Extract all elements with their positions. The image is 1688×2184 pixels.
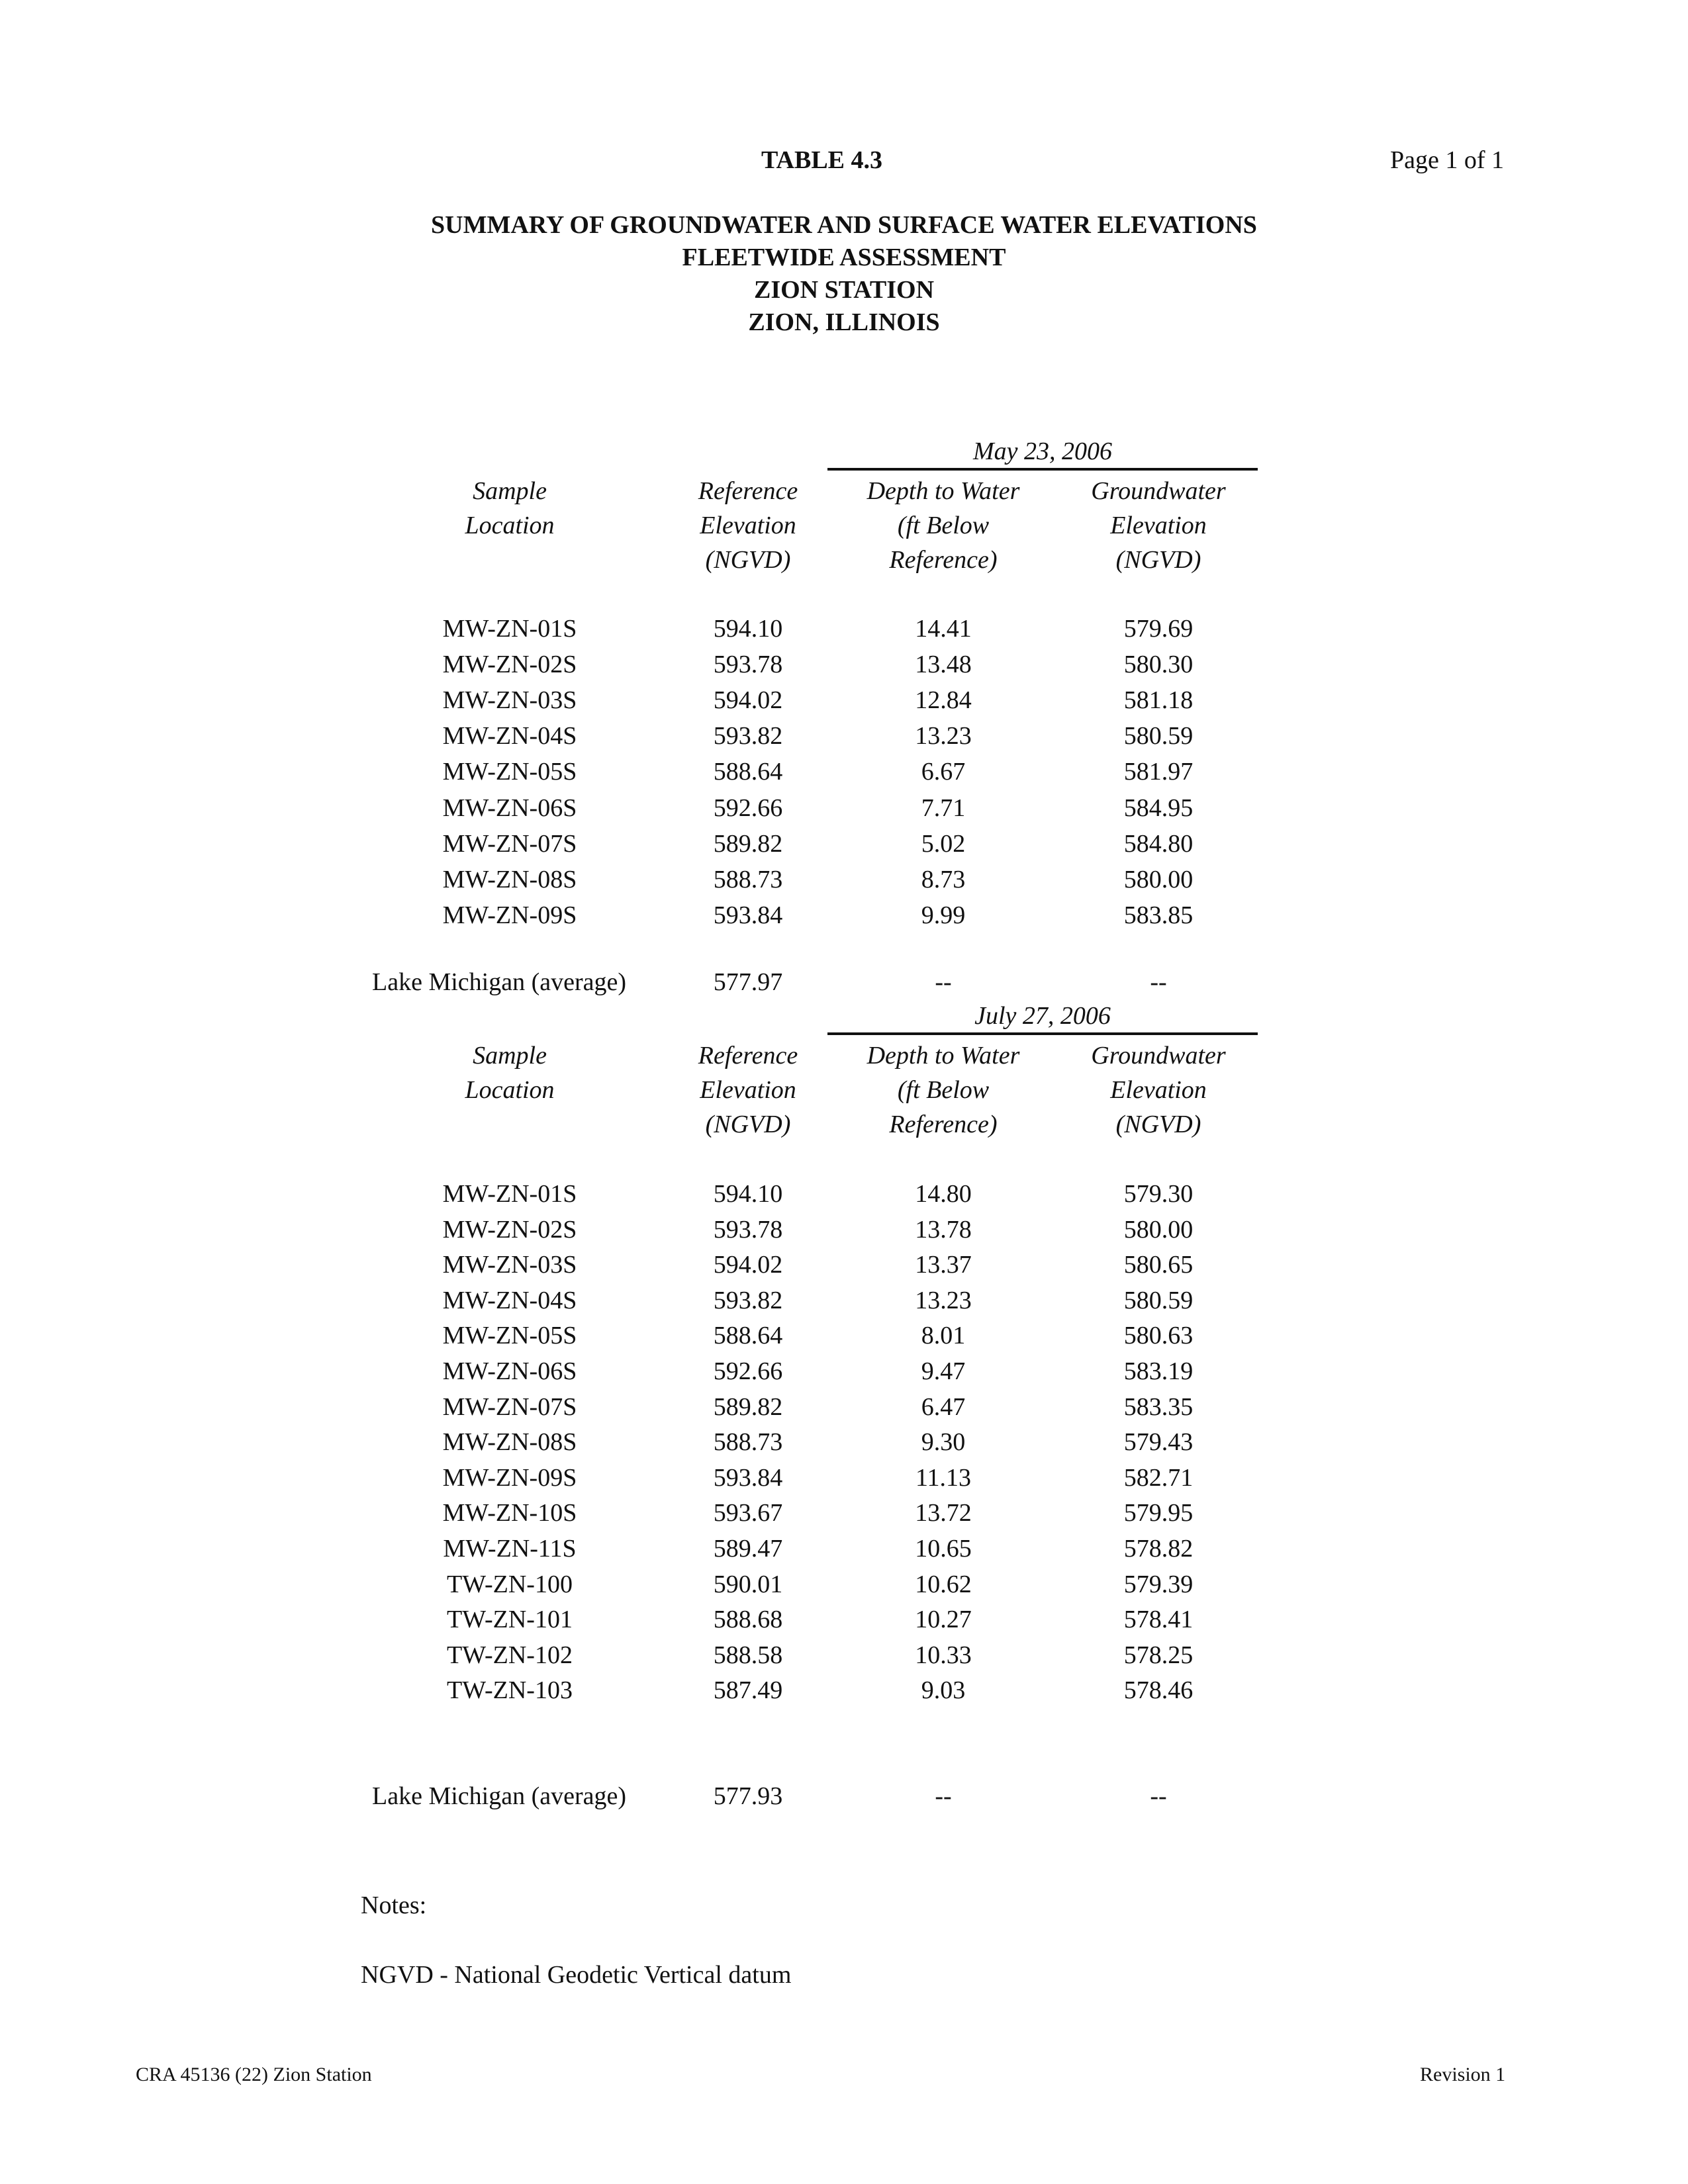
sample-location-cell: MW-ZN-06S xyxy=(442,1357,577,1385)
depth-to-water-cell: 9.03 xyxy=(921,1676,966,1704)
column-header-groundwater-elevation: Elevation xyxy=(1110,1076,1207,1104)
column-header-groundwater-elevation: Groundwater xyxy=(1091,1042,1226,1069)
sample-location-cell: TW-ZN-103 xyxy=(447,1676,573,1704)
depth-to-water-cell: -- xyxy=(935,968,952,996)
sample-location-cell: MW-ZN-08S xyxy=(442,1428,577,1456)
column-header-reference-elevation: Reference xyxy=(698,477,798,505)
column-header-groundwater-elevation: (NGVD) xyxy=(1115,546,1201,574)
reference-elevation-cell: 592.66 xyxy=(713,794,783,822)
groundwater-elevation-cell: -- xyxy=(1150,968,1167,996)
reference-elevation-cell: 593.82 xyxy=(713,1287,783,1314)
sample-location-cell: MW-ZN-03S xyxy=(442,1251,577,1279)
groundwater-elevation-cell: 583.35 xyxy=(1123,1393,1194,1421)
depth-to-water-cell: 12.84 xyxy=(915,686,972,714)
reference-elevation-cell: 589.82 xyxy=(713,1393,783,1421)
table-label: TABLE 4.3 xyxy=(761,146,883,174)
depth-to-water-cell: 13.78 xyxy=(915,1216,972,1244)
sample-location-cell: MW-ZN-08S xyxy=(442,866,577,893)
sample-location-cell: MW-ZN-02S xyxy=(442,1216,577,1244)
date-underline xyxy=(827,1032,1258,1035)
reference-elevation-cell: 588.64 xyxy=(713,1322,783,1349)
reference-elevation-cell: 594.02 xyxy=(713,686,783,714)
lake-michigan-label: Lake Michigan (average) xyxy=(372,968,627,996)
groundwater-elevation-cell: 579.69 xyxy=(1123,615,1194,643)
reference-elevation-cell: 587.49 xyxy=(713,1676,783,1704)
column-header-depth-to-water: Depth to Water xyxy=(867,477,1020,505)
column-header-reference-elevation: Elevation xyxy=(700,1076,796,1104)
event-date-header: July 27, 2006 xyxy=(974,1002,1111,1030)
reference-elevation-cell: 577.93 xyxy=(713,1782,783,1810)
depth-to-water-cell: 6.47 xyxy=(921,1393,966,1421)
depth-to-water-cell: 13.48 xyxy=(915,651,972,678)
depth-to-water-cell: 10.65 xyxy=(915,1535,972,1563)
groundwater-elevation-cell: 580.00 xyxy=(1123,866,1194,893)
groundwater-elevation-cell: 579.39 xyxy=(1123,1570,1194,1598)
column-header-sample-location: Sample xyxy=(473,477,547,505)
reference-elevation-cell: 593.67 xyxy=(713,1499,783,1527)
depth-to-water-cell: 10.62 xyxy=(915,1570,972,1598)
groundwater-elevation-cell: 583.19 xyxy=(1123,1357,1194,1385)
sample-location-cell: MW-ZN-01S xyxy=(442,615,577,643)
document-subtitle: FLEETWIDE ASSESSMENT xyxy=(682,244,1006,271)
column-header-depth-to-water: (ft Below xyxy=(897,1076,990,1104)
depth-to-water-cell: 13.72 xyxy=(915,1499,972,1527)
footer-document-id: CRA 45136 (22) Zion Station xyxy=(136,2064,372,2085)
sample-location-cell: MW-ZN-02S xyxy=(442,651,577,678)
sample-location-cell: TW-ZN-102 xyxy=(447,1641,573,1669)
reference-elevation-cell: 593.78 xyxy=(713,651,783,678)
column-header-depth-to-water: Depth to Water xyxy=(867,1042,1020,1069)
column-header-reference-elevation: Elevation xyxy=(700,512,796,539)
reference-elevation-cell: 592.66 xyxy=(713,1357,783,1385)
reference-elevation-cell: 588.68 xyxy=(713,1606,783,1633)
reference-elevation-cell: 593.84 xyxy=(713,901,783,929)
reference-elevation-cell: 588.73 xyxy=(713,1428,783,1456)
depth-to-water-cell: 7.71 xyxy=(921,794,966,822)
reference-elevation-cell: 590.01 xyxy=(713,1570,783,1598)
sample-location-cell: MW-ZN-11S xyxy=(443,1535,577,1563)
depth-to-water-cell: 8.01 xyxy=(921,1322,966,1349)
reference-elevation-cell: 593.82 xyxy=(713,722,783,750)
reference-elevation-cell: 593.78 xyxy=(713,1216,783,1244)
groundwater-elevation-cell: 584.95 xyxy=(1123,794,1194,822)
column-header-sample-location: Location xyxy=(465,1076,555,1104)
column-header-groundwater-elevation: Elevation xyxy=(1110,512,1207,539)
reference-elevation-cell: 588.58 xyxy=(713,1641,783,1669)
reference-elevation-cell: 589.82 xyxy=(713,830,783,858)
event-date-header: May 23, 2006 xyxy=(972,437,1113,465)
sample-location-cell: MW-ZN-04S xyxy=(442,1287,577,1314)
column-header-sample-location: Location xyxy=(465,512,555,539)
groundwater-elevation-cell: 581.18 xyxy=(1123,686,1194,714)
depth-to-water-cell: 14.80 xyxy=(915,1180,972,1208)
notes-heading: Notes: xyxy=(361,1891,427,1919)
column-header-reference-elevation: (NGVD) xyxy=(705,1111,791,1138)
sample-location-cell: MW-ZN-01S xyxy=(442,1180,577,1208)
lake-michigan-label: Lake Michigan (average) xyxy=(372,1782,627,1810)
depth-to-water-cell: 13.37 xyxy=(915,1251,972,1279)
groundwater-elevation-cell: 580.30 xyxy=(1123,651,1194,678)
depth-to-water-cell: 10.27 xyxy=(915,1606,972,1633)
station-location: ZION, ILLINOIS xyxy=(748,308,940,336)
depth-to-water-cell: 13.23 xyxy=(915,722,972,750)
date-underline xyxy=(827,468,1258,471)
reference-elevation-cell: 594.10 xyxy=(713,1180,783,1208)
depth-to-water-cell: 13.23 xyxy=(915,1287,972,1314)
sample-location-cell: MW-ZN-03S xyxy=(442,686,577,714)
column-header-reference-elevation: Reference xyxy=(698,1042,798,1069)
page-number: Page 1 of 1 xyxy=(1390,146,1505,174)
groundwater-elevation-cell: 579.95 xyxy=(1123,1499,1194,1527)
depth-to-water-cell: 9.47 xyxy=(921,1357,966,1385)
column-header-groundwater-elevation: (NGVD) xyxy=(1115,1111,1201,1138)
groundwater-elevation-cell: 578.46 xyxy=(1123,1676,1194,1704)
column-header-sample-location: Sample xyxy=(473,1042,547,1069)
depth-to-water-cell: 10.33 xyxy=(915,1641,972,1669)
reference-elevation-cell: 594.10 xyxy=(713,615,783,643)
sample-location-cell: TW-ZN-101 xyxy=(447,1606,573,1633)
groundwater-elevation-cell: -- xyxy=(1150,1782,1167,1810)
depth-to-water-cell: 6.67 xyxy=(921,758,966,786)
column-header-reference-elevation: (NGVD) xyxy=(705,546,791,574)
depth-to-water-cell: 14.41 xyxy=(915,615,972,643)
groundwater-elevation-cell: 580.59 xyxy=(1123,1287,1194,1314)
groundwater-elevation-cell: 580.59 xyxy=(1123,722,1194,750)
footer-revision: Revision 1 xyxy=(1420,2064,1506,2085)
sample-location-cell: MW-ZN-05S xyxy=(442,758,577,786)
sample-location-cell: MW-ZN-09S xyxy=(442,901,577,929)
groundwater-elevation-cell: 578.82 xyxy=(1123,1535,1194,1563)
reference-elevation-cell: 593.84 xyxy=(713,1464,783,1492)
column-header-depth-to-water: Reference) xyxy=(889,546,998,574)
groundwater-elevation-cell: 582.71 xyxy=(1123,1464,1194,1492)
groundwater-elevation-cell: 578.25 xyxy=(1123,1641,1194,1669)
sample-location-cell: MW-ZN-07S xyxy=(442,1393,577,1421)
station-name: ZION STATION xyxy=(753,276,935,304)
depth-to-water-cell: 11.13 xyxy=(915,1464,972,1492)
sample-location-cell: MW-ZN-05S xyxy=(442,1322,577,1349)
reference-elevation-cell: 588.64 xyxy=(713,758,783,786)
groundwater-elevation-cell: 579.30 xyxy=(1123,1180,1194,1208)
groundwater-elevation-cell: 583.85 xyxy=(1123,901,1194,929)
column-header-depth-to-water: Reference) xyxy=(889,1111,998,1138)
sample-location-cell: MW-ZN-09S xyxy=(442,1464,577,1492)
reference-elevation-cell: 594.02 xyxy=(713,1251,783,1279)
reference-elevation-cell: 577.97 xyxy=(713,968,783,996)
groundwater-elevation-cell: 580.00 xyxy=(1123,1216,1194,1244)
reference-elevation-cell: 589.47 xyxy=(713,1535,783,1563)
depth-to-water-cell: 5.02 xyxy=(921,830,966,858)
groundwater-elevation-cell: 579.43 xyxy=(1123,1428,1194,1456)
column-header-depth-to-water: (ft Below xyxy=(897,512,990,539)
depth-to-water-cell: 9.30 xyxy=(921,1428,966,1456)
groundwater-elevation-cell: 580.63 xyxy=(1123,1322,1194,1349)
document-title: SUMMARY OF GROUNDWATER AND SURFACE WATER ELEVATIONS xyxy=(431,211,1257,239)
column-header-groundwater-elevation: Groundwater xyxy=(1091,477,1226,505)
groundwater-elevation-cell: 584.80 xyxy=(1123,830,1194,858)
note-item: NGVD - National Geodetic Vertical datum xyxy=(361,1961,792,1989)
groundwater-elevation-cell: 581.97 xyxy=(1123,758,1194,786)
groundwater-elevation-cell: 578.41 xyxy=(1123,1606,1194,1633)
sample-location-cell: MW-ZN-07S xyxy=(442,830,577,858)
sample-location-cell: MW-ZN-10S xyxy=(442,1499,577,1527)
depth-to-water-cell: 9.99 xyxy=(921,901,966,929)
sample-location-cell: MW-ZN-06S xyxy=(442,794,577,822)
sample-location-cell: MW-ZN-04S xyxy=(442,722,577,750)
sample-location-cell: TW-ZN-100 xyxy=(447,1570,573,1598)
depth-to-water-cell: -- xyxy=(935,1782,952,1810)
depth-to-water-cell: 8.73 xyxy=(921,866,966,893)
reference-elevation-cell: 588.73 xyxy=(713,866,783,893)
groundwater-elevation-cell: 580.65 xyxy=(1123,1251,1194,1279)
